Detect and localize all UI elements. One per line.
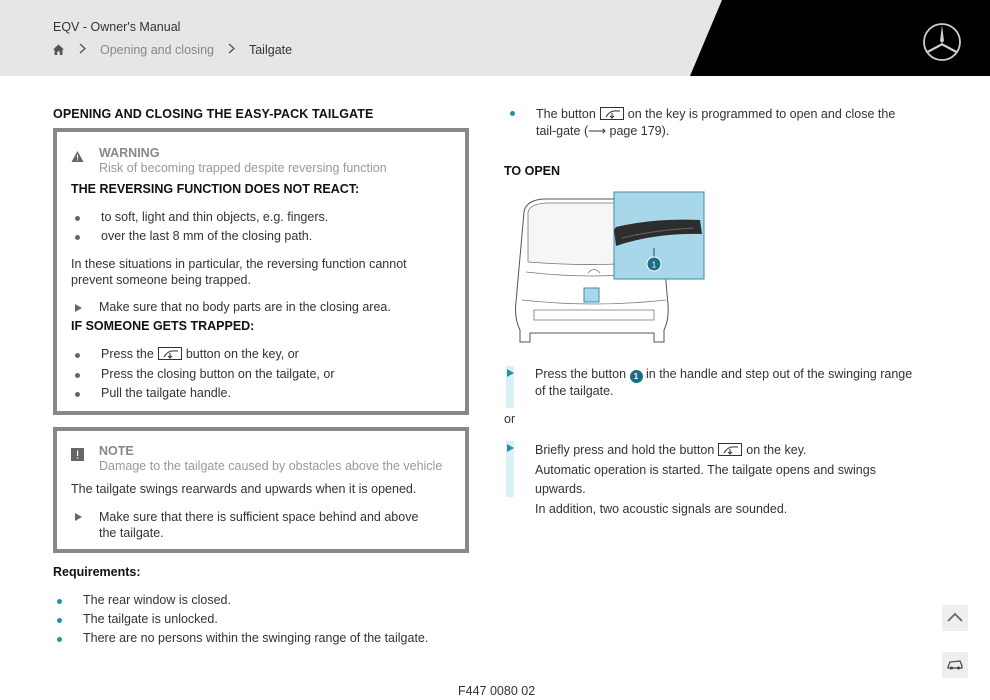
mercedes-star-logo[interactable] xyxy=(922,22,962,62)
if-trapped-heading: IF SOMEONE GETS TRAPPED: xyxy=(71,319,255,333)
or-separator: or xyxy=(504,412,516,426)
list-item: The button on the key is programmed to open and close the tail-gate (⟶ page 179). xyxy=(506,106,916,139)
scroll-to-top-button[interactable] xyxy=(942,605,968,631)
to-open-heading: TO OPEN xyxy=(504,164,561,178)
key-tailgate-button-icon xyxy=(158,347,182,360)
tailgate-illustration xyxy=(504,190,706,350)
note-label: NOTE xyxy=(99,444,134,458)
list-item: Press the button on the key, or xyxy=(71,347,299,361)
step-arrow-icon xyxy=(507,444,514,452)
requirements-title: Requirements: xyxy=(53,565,141,579)
note-paragraph: The tailgate swings rearwards and upwards when it is opened. xyxy=(71,482,417,496)
page-header xyxy=(0,0,990,76)
note-header xyxy=(99,444,442,473)
breadcrumb-tailgate: Tailgate xyxy=(248,42,293,57)
chevron-right-icon xyxy=(79,42,86,57)
breadcrumb xyxy=(52,42,292,57)
warning-subtitle: Risk of becoming trapped despite reversing function xyxy=(99,161,387,175)
warning-triangle-icon xyxy=(71,150,84,163)
key-tailgate-button-icon xyxy=(600,107,624,120)
list-item: The tailgate is unlocked. xyxy=(53,612,218,626)
list-item: The rear window is closed. xyxy=(53,593,231,607)
vehicle-button[interactable] xyxy=(942,652,968,678)
instruction-item: Make sure that there is sufficient space behind and above the tailgate. xyxy=(71,509,431,541)
note-subtitle: Damage to the tailgate caused by obstacles above the vehicle xyxy=(99,459,443,473)
warning-header xyxy=(99,146,387,175)
list-item: There are no persons within the swinging range of the tailgate. xyxy=(53,631,428,645)
home-icon[interactable] xyxy=(52,43,65,56)
note-box xyxy=(53,427,469,553)
step-press-key-button: Briefly press and hold the button on the key. Automatic operation is started. The tailgate opens and swings upwards. In addition, two acoustic signals are sounded. xyxy=(506,441,916,497)
app-title: EQV - Owner's Manual xyxy=(53,20,181,34)
warning-label: WARNING xyxy=(99,146,160,160)
exclamation-note-icon xyxy=(71,448,84,461)
list-item: Pull the tailgate handle. xyxy=(71,386,231,400)
warning-box xyxy=(53,128,469,415)
step-arrow-icon xyxy=(507,369,514,377)
breadcrumb-opening-and-closing[interactable]: Opening and closing xyxy=(100,42,214,57)
chevron-right-icon xyxy=(228,42,235,57)
chevron-up-icon xyxy=(947,611,963,625)
figure-code: F447 0080 02 xyxy=(458,684,536,698)
section-title: OPENING AND CLOSING THE EASY-PACK TAILGATE xyxy=(53,107,374,121)
step-press-handle-button: Press the button 1 in the handle and step out of the swinging range of the tailgate. xyxy=(506,366,916,408)
warning-paragraph: In these situations in particular, the reversing function cannot prevent someone being trapped. xyxy=(71,257,407,287)
reversing-function-heading: THE REVERSING FUNCTION DOES NOT REACT: xyxy=(71,182,360,196)
vehicle-icon xyxy=(947,658,963,673)
list-item: over the last 8 mm of the closing path. xyxy=(71,229,312,243)
list-item: Press the closing button on the tailgate, or xyxy=(71,367,334,381)
list-item: to soft, light and thin objects, e.g. fingers. xyxy=(71,210,328,224)
instruction-item: Make sure that no body parts are in the closing area. xyxy=(71,300,391,314)
figure-callout-number: 1 xyxy=(651,260,657,270)
callout-badge: 1 xyxy=(630,370,643,383)
key-tailgate-button-icon xyxy=(718,443,742,456)
